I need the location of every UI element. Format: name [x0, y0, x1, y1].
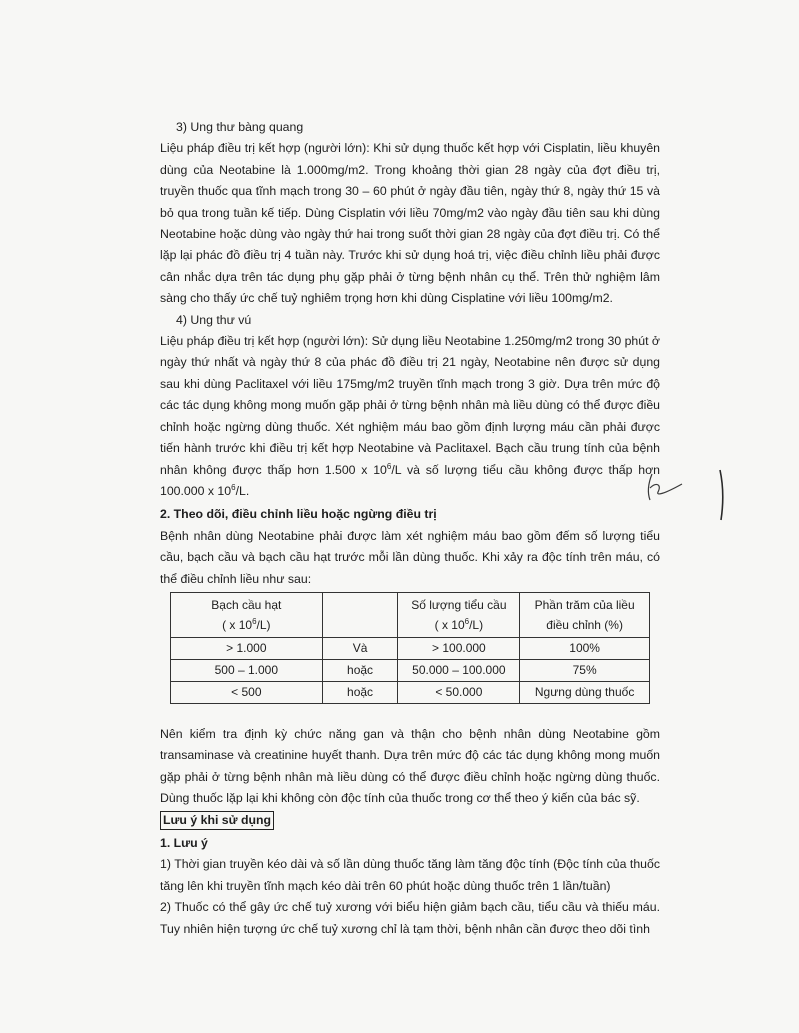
table-cell: hoặc [322, 681, 398, 703]
table-cell: Ngưng dùng thuốc [520, 681, 650, 703]
table-cell: 50.000 – 100.000 [398, 659, 520, 681]
table-cell: < 500 [171, 681, 323, 703]
header-granulocyte-label: Bạch cầu hạt [211, 597, 282, 612]
breast-body-sup2: 6 [231, 482, 236, 492]
table-row [171, 637, 650, 659]
table-cell: 100% [520, 637, 650, 659]
table-cell: < 50.000 [398, 681, 520, 703]
table-cell: Và [322, 637, 398, 659]
dose-adjustment-table [170, 592, 650, 704]
table-cell: 75% [520, 659, 650, 681]
header-percent [520, 592, 650, 637]
table-cell: > 1.000 [171, 637, 323, 659]
margin-stroke-icon [714, 468, 728, 522]
table-row [171, 659, 650, 681]
breast-body-part1: Liệu pháp điều trị kết hợp (người lớn): Sử dụng liều Neotabine 1.250mg/m2 trong 30 phút ở ngày thứ nhất và ngày thứ 8 của phác đồ điều trị 21 ngày, Neotabine nên được sử dụng sau khi dùng Paclitaxel với liều 175mg/m2 truyền tĩnh mạch trong 3 giờ. Dựa trên mức độ các tác dụng không mong muốn gặp phải ở từng bệnh nhân mà liều dùng có thể được điều chỉnh hoặc ngừng dùng thuốc. Xét nghiệm máu bao gồm định lượng máu cần phải được tiến hành trước khi điều trị kết hợp Neotabine và Paclitaxel. Bạch cầu trung tính của bệnh nhân không được thấp hơn 1.500 x 10 [160, 334, 660, 477]
table-row [171, 681, 650, 703]
breast-body-part2: /L và số lượng tiểu cầu không được thấp hơn 100.000 x 10 [160, 462, 660, 498]
liver-kidney-check-paragraph: Nên kiểm tra định kỳ chức năng gan và thận cho bệnh nhân dùng Neotabine gồm transaminase và creatinine huyết thanh. Dựa trên mức độ các tác dụng không mong muốn gặp phải ở từng bệnh nhân mà liều dùng có thể được điều chỉnh hoặc ngừng dùng thuốc. Dùng thuốc lặp lại khi không còn độc tính của thuốc trong cơ thể theo ý kiến của bác sỹ. [160, 726, 660, 806]
usage-notes-boxed-title: Lưu ý khi sử dụng [160, 811, 274, 830]
header-granulocyte-unit: ( x $10^6/L$) [222, 616, 271, 632]
usage-note-item-2: 2) Thuốc có thể gây ức chế tuỷ xương với biểu hiện giảm bạch cầu, tiểu cầu và thiếu máu. Tuy nhiên hiện tượng ức chế tuỷ xương chỉ là tạm thời, bệnh nhân cần được theo dõi tình [160, 900, 660, 936]
section-breast-cancer-title: 4) Ung thư vú [176, 312, 252, 327]
table-cell: > 100.000 [398, 637, 520, 659]
section-bladder-cancer-title: 3) Ung thư bàng quang [176, 120, 304, 134]
section-breast-cancer-body [160, 331, 660, 502]
header-platelet-unit: ( x $10^6/L$) [434, 616, 484, 632]
table-cell: 500 – 1.000 [171, 659, 323, 681]
usage-notes-subtitle: 1. Lưu ý [160, 835, 208, 850]
handwritten-initial-icon [638, 470, 688, 504]
header-granulocyte [171, 592, 323, 637]
header-platelet-label: Số lượng tiểu cầu [411, 597, 507, 612]
usage-notes-heading-line [160, 810, 660, 831]
header-connector [322, 592, 398, 637]
monitoring-intro: Bệnh nhân dùng Neotabine phải được làm xét nghiệm máu bao gồm đếm số lượng tiểu cầu, bạch cầu và bạch cầu hạt trước mỗi lần dùng thuốc. Khi xảy ra độc tính trên máu, có thể điều chỉnh liều như sau: [160, 528, 660, 586]
breast-body-part3: /L. [235, 483, 250, 498]
monitoring-heading: 2. Theo dõi, điều chỉnh liều hoặc ngừng điều trị [160, 507, 437, 522]
header-platelet [398, 592, 520, 637]
section-bladder-cancer-body: Liệu pháp điều trị kết hợp (người lớn): Khi sử dụng thuốc kết hợp với Cisplatin, liều khuyên dùng của Neotabine là 1.000mg/m2. Trong khoảng thời gian 28 ngày của đợt điều trị, truyền thuốc qua tĩnh mạch trong 30 – 60 phút ở ngày đầu tiên, ngày thứ 8, ngày thứ 15 và bỏ qua trong tuần kế tiếp. Dùng Cisplatin với liều 70mg/m2 vào ngày đầu tiên sau khi dùng Neotabine hoặc dùng vào ngày thứ hai trong suốt thời gian 28 ngày của đợt điều trị. Có thể lặp lại phác đồ điều trị 4 tuần này. Trước khi sử dụng hoá trị, việc điều chỉnh liều phải được cân nhắc dựa trên tác dụng phụ gặp phải ở từng bệnh nhân cụ thể. Trên thử nghiệm lâm sàng cho thấy ức chế tuỷ nghiêm trọng hơn khi dùng Cisplatine với liều 100mg/m2. [160, 141, 660, 306]
header-percent-unit: điều chỉnh (%) [546, 617, 623, 632]
header-percent-label: Phần trăm của liều [534, 597, 635, 612]
usage-note-item-1: 1) Thời gian truyền kéo dài và số lần dùng thuốc tăng làm tăng độc tính (Độc tính của thuốc tăng lên khi truyền tĩnh mạch kéo dài trên 60 phút hoặc dùng thuốc trên 1 lần/tuần) [160, 857, 660, 893]
document-body [160, 117, 660, 940]
table-header-row [171, 592, 650, 637]
breast-body-sup1: 6 [386, 461, 392, 471]
table-cell: hoặc [322, 659, 398, 681]
